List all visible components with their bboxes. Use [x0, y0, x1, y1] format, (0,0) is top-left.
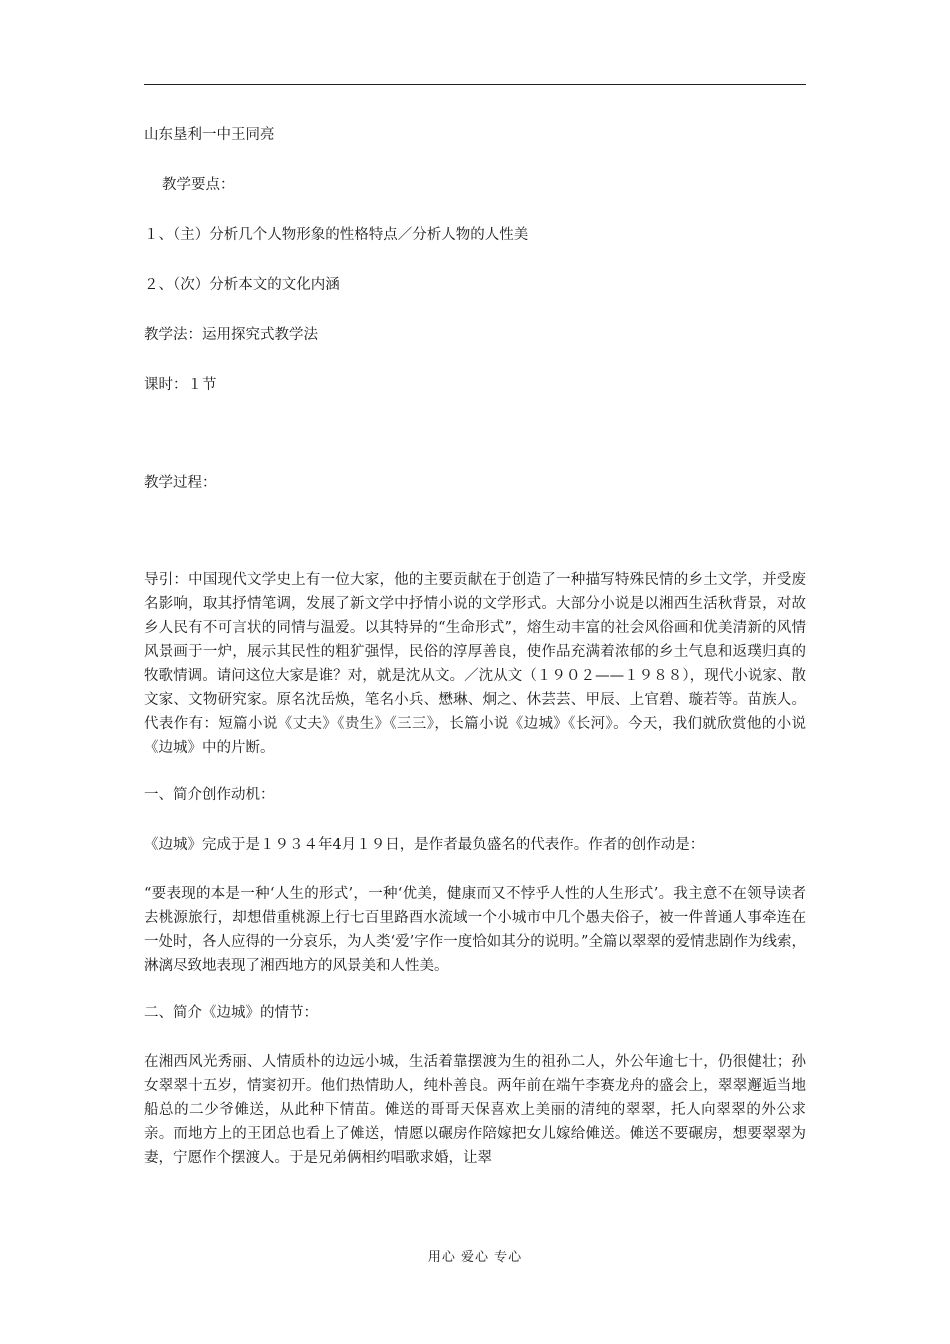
teaching-method: 教学法：运用探究式教学法	[144, 327, 318, 343]
section1-paragraph1: 《边城》完成于是１９３４年4月１９日，是作者最负盛名的代表作。作者的创作动是：	[144, 837, 705, 853]
key-points-title: 教学要点：	[162, 177, 235, 193]
section1-quote-paragraph: “要表现的本是一种‘人生的形式’，一种‘优美，健康而又不悖乎人性的人生形式’。我主意不在领导读者去桃源旅行，却想借重桃源上行七百里路酉水流域一个小城市中几个愚夫俗子，被一件普通人事牵连在一处时，各人应得的一分哀乐，为人类‘爱’字作一度恰如其分的说明。”全篇以翠翠的爱情悲剧作为线索，淋漓尽致地表现了湘西地方的风景美和人性美。	[144, 886, 806, 974]
lead-paragraph: 导引：中国现代文学史上有一位大家，他的主要贡献在于创造了一种描写特殊民情的乡土文学，并受废名影响，取其抒情笔调，发展了新文学中抒情小说的文学形式。大部分小说是以湘西生活秋背景，对故乡人民有不可言状的同情与温爱。以其特异的“生命形式”，熔生动丰富的社会风俗画和优美清新的风情风景画于一炉，展示其民性的粗犷强悍，民俗的淳厚善良，使作品充满着浓郁的乡土气息和返璞归真的牧歌情调。请问这位大家是谁？对，就是沈从文。／沈从文（１９０２——１９８８），现代小说家、散文家、文物研究家。原名沈岳焕，笔名小兵、懋琳、炯之、休芸芸、甲辰、上官碧、璇若等。苗族人。代表作有：短篇小说《丈夫》《贵生》《三三》，长篇小说《边城》《长河》。今天，我们就欣赏他的小说《边城》中的片断。	[144, 572, 806, 756]
author-line: 山东垦利一中王同亮	[144, 127, 275, 143]
section2-paragraph1: 在湘西风光秀丽、人情质朴的边远小城，生活着靠摆渡为生的祖孙二人，外公年逾七十，仍很健壮；孙女翠翠十五岁，情窦初开。他们热情助人，纯朴善良。两年前在端午李赛龙舟的盛会上，翠翠邂逅当地船总的二少爷傩送，从此种下情苗。傩送的哥哥天保喜欢上美丽的清纯的翠翠，托人向翠翠的外公求亲。而地方上的王团总也看上了傩送，情愿以碾房作陪嫁把女儿嫁给傩送。傩送不要碾房，想要翠翠为妻，宁愿作个摆渡人。于是兄弟俩相约唱歌求婚，让翠	[144, 1054, 806, 1166]
section2-title: 二、简介《边城》的情节：	[144, 1005, 318, 1021]
header-divider	[144, 84, 806, 85]
section1-title: 一、简介创作动机：	[144, 787, 275, 803]
class-hours: 课时：１节	[144, 377, 217, 393]
page-footer: 用心 爱心 专心	[427, 1250, 523, 1265]
key-point-1: １、（主）分析几个人物形象的性格特点／分析人物的人性美	[144, 227, 529, 243]
document-body	[144, 124, 806, 1170]
process-title: 教学过程：	[144, 475, 217, 491]
key-point-2: ２、（次）分析本文的文化内涵	[144, 277, 340, 293]
